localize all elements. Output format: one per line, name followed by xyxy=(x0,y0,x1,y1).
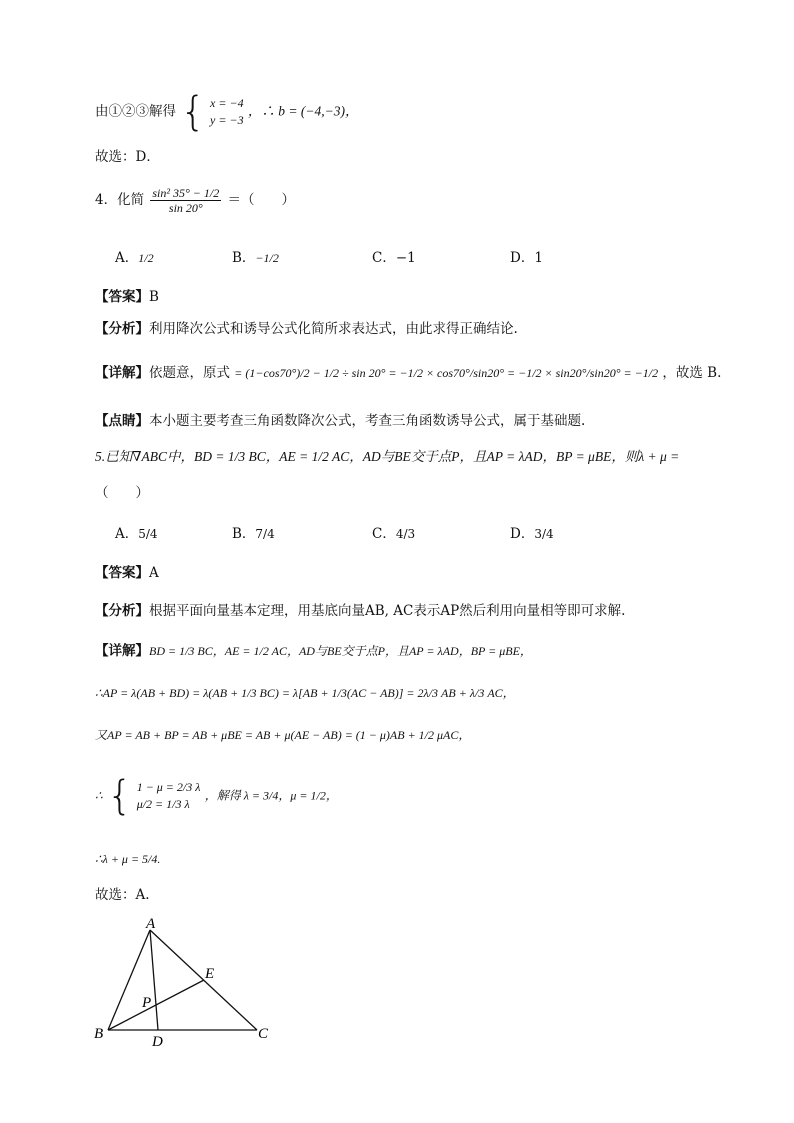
points-4 xyxy=(95,412,585,430)
q5-option-c xyxy=(372,522,415,542)
q5-option-b xyxy=(232,522,275,542)
detail-5-line-5: ∴λ + μ = 5/4. xyxy=(95,852,161,866)
segment-be xyxy=(108,980,204,1030)
q4-option-b-label: B． xyxy=(232,250,256,266)
q5-option-c-value: 4/3 xyxy=(395,527,416,541)
detail-5-line-1-text: BD = 1/3 BC，AE = 1/2 AC，AD与BE交于点P，且AP = λAD，BP = μBE， xyxy=(149,644,532,658)
answer-5-value: A xyxy=(149,565,159,581)
q5-option-d-label: D． xyxy=(510,526,535,542)
detail-4-expression: = (1−cos70°)/2 − 1/2 ÷ sin 20° = −1/2 × cos70°/sin20° = −1/2 × sin20°/sin20° = −1/2 xyxy=(234,366,659,380)
triangle-figure xyxy=(92,916,292,1056)
detail-5-line-1 xyxy=(95,642,532,660)
final-choice: 故选：A. xyxy=(95,887,150,903)
question-4-numerator: sin² 35° − 1/2 xyxy=(152,186,220,200)
detail-5-line-3: 又AP = AB + BP = AB + μBE = AB + μ(AE − AB) = (1 − μ)AB + 1/2 μAC， xyxy=(95,728,471,742)
detail-tag: 【详解】 xyxy=(95,365,149,381)
label-e: E xyxy=(205,966,215,982)
answer-4-value: B xyxy=(149,289,159,305)
detail-4 xyxy=(95,364,721,382)
analysis-tag: 【分析】 xyxy=(95,321,149,337)
system-5-eq2: μ/2 = 1/3 λ xyxy=(136,797,190,811)
question-5-paren: （ ） xyxy=(95,485,149,501)
question-4-fraction xyxy=(150,186,221,215)
therefore-symbol: ∴ xyxy=(95,788,103,803)
question-4-denominator: sin 20° xyxy=(168,201,203,215)
q4-option-a-value: 1/2 xyxy=(138,251,154,265)
vector-result: ，∴ b = (−4,−3)， xyxy=(247,103,359,119)
detail-5-tag: 【详解】 xyxy=(95,643,149,659)
answer-5-tag: 【答案】 xyxy=(95,565,149,581)
q4-option-c: C．−1 xyxy=(372,250,416,266)
question-4-prefix: 4．化简 xyxy=(95,192,145,208)
answer-tag: 【答案】 xyxy=(95,289,149,305)
points-tag: 【点睛】 xyxy=(95,413,149,429)
analysis-5-text: 根据平面向量基本定理，用基底向量AB, AC表示AP然后利用向量相等即可求解. xyxy=(149,603,626,619)
system-5-equations xyxy=(137,779,201,813)
detail-5-system xyxy=(95,773,338,819)
system-5-brace: { xyxy=(106,773,133,819)
q5-option-d-value: 3/4 xyxy=(534,527,554,541)
equation-x: x = −4 xyxy=(210,96,244,110)
label-p: P xyxy=(142,995,152,1011)
q4-option-a xyxy=(115,246,154,266)
label-b: B xyxy=(94,1026,104,1042)
q5-option-a xyxy=(115,522,158,542)
answer-5 xyxy=(95,564,159,582)
q5-option-b-label: B． xyxy=(232,526,256,542)
answer-4 xyxy=(95,288,159,306)
side-ab xyxy=(108,930,150,1030)
label-a: A xyxy=(146,916,156,932)
equation-y: y = −3 xyxy=(210,113,244,127)
detail-5-line-2: ∴AP = λ(AB + BD) = λ(AB + 1/3 BC) = λ[AB + 1/3(AC − AB)] = 2λ/3 AB + λ/3 AC， xyxy=(95,686,515,700)
analysis-5-tag: 【分析】 xyxy=(95,603,149,619)
analysis-5 xyxy=(95,602,625,620)
q4-option-b xyxy=(232,246,279,266)
equation-system xyxy=(210,95,244,129)
q5-option-d xyxy=(510,522,554,542)
q4-option-a-label: A． xyxy=(115,250,139,266)
label-d: D xyxy=(152,1034,163,1050)
question-5: 5.已知∇ABC中，BD = 1/3 BC，AE = 1/2 AC，AD与BE交于点P，且AP = λAD，BP = μBE，则λ + μ = xyxy=(95,449,680,464)
detail-4-prefix: 依题意，原式 xyxy=(149,365,230,381)
points-4-text: 本小题主要考查三角函数降次公式，考查三角函数诱导公式，属于基础题. xyxy=(149,413,586,429)
detail-4-suffix: ，故选 B. xyxy=(662,365,722,381)
analysis-4-text: 利用降次公式和诱导公式化简所求表达式，由此求得正确结论. xyxy=(149,321,518,337)
label-c: C xyxy=(258,1026,269,1042)
question-4 xyxy=(95,186,295,215)
segment-ad xyxy=(150,930,158,1030)
system-brace: { xyxy=(180,89,206,135)
q5-option-c-label: C． xyxy=(372,526,396,542)
q5-option-a-value: 5/4 xyxy=(138,527,158,541)
q5-option-b-value: 7/4 xyxy=(255,527,275,541)
system-5-eq1: 1 − μ = 2/3 λ xyxy=(136,780,201,794)
choice-line-d: 故选：D． xyxy=(95,149,160,165)
system-5-solution: ，解得 λ = 3/4，μ = 1/2， xyxy=(204,788,338,803)
solution-prefix: 由①②③解得 xyxy=(95,103,176,120)
q5-option-a-label: A． xyxy=(115,526,139,542)
solution-line-1 xyxy=(95,89,359,135)
q4-option-b-value: −1/2 xyxy=(255,251,279,265)
analysis-4 xyxy=(95,320,518,338)
question-4-suffix: ＝（ ） xyxy=(227,192,296,208)
q4-option-d: D．1 xyxy=(510,250,543,266)
